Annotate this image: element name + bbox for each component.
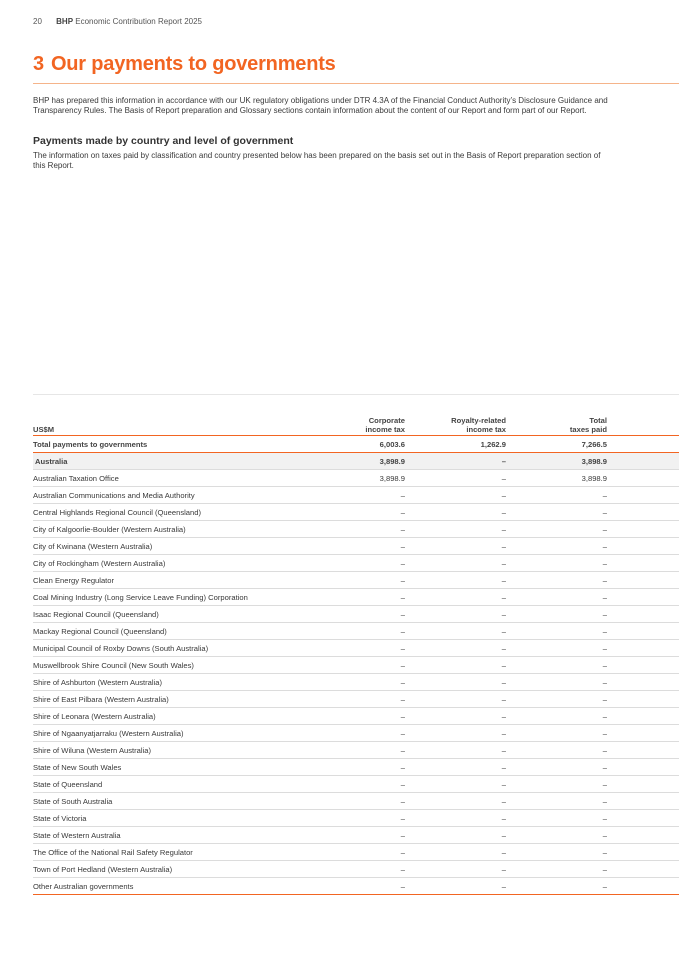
intro-paragraph: BHP has prepared this information in accordance with our UK regulatory obligations under DTR 4.3A of the Financial Conduct Authority’s Disclosure Guidance and Transparency Rules. The Basis of Report preparation and Glossary sections contain information about the content of our Report and form part of our Report. (33, 96, 608, 115)
cell-royalty: – (501, 524, 506, 534)
column-header-line: income tax (365, 425, 405, 434)
section-divider (33, 394, 679, 395)
cell-corporate: – (400, 711, 405, 721)
table-row (33, 691, 679, 708)
row-name: Australia (35, 456, 68, 466)
cell-corporate: – (400, 575, 405, 585)
cell-total: – (602, 575, 607, 585)
table-row (33, 504, 679, 521)
table-row (33, 759, 679, 776)
table-row (33, 810, 679, 827)
column-header-royalty (405, 416, 506, 435)
cell-total: – (602, 830, 607, 840)
cell-royalty: – (501, 558, 506, 568)
payments-table (33, 412, 679, 895)
cell-total: 3,898.9 (581, 473, 607, 483)
cell-royalty: – (501, 796, 506, 806)
section-number: 3 (33, 53, 44, 75)
cell-royalty: – (501, 507, 506, 517)
row-name: Town of Port Hedland (Western Australia) (33, 864, 173, 874)
cell-total: – (602, 813, 607, 823)
table-row (33, 589, 679, 606)
row-name: State of Queensland (33, 779, 103, 789)
cell-total: – (602, 643, 607, 653)
cell-total: – (602, 762, 607, 772)
column-header-line: income tax (466, 425, 506, 434)
cell-royalty: – (501, 575, 506, 585)
spacer-cell (607, 434, 679, 435)
cell-royalty: – (501, 694, 506, 704)
table-row (33, 640, 679, 657)
row-name: State of South Australia (33, 796, 113, 806)
row-name: Other Australian governments (33, 881, 134, 891)
cell-corporate: – (400, 728, 405, 738)
cell-corporate: – (400, 796, 405, 806)
table-row (33, 844, 679, 861)
cell-royalty: – (501, 473, 506, 483)
row-name: Central Highlands Regional Council (Queensland) (33, 507, 202, 517)
cell-royalty: – (501, 847, 506, 857)
cell-royalty: – (501, 643, 506, 653)
cell-royalty: – (501, 779, 506, 789)
table-header (33, 412, 679, 436)
column-header-line: Total (589, 416, 607, 425)
cell-royalty: – (501, 541, 506, 551)
cell-corporate: – (400, 830, 405, 840)
row-name: Shire of Wiluna (Western Australia) (33, 745, 152, 755)
row-name: City of Rockingham (Western Australia) (33, 558, 166, 568)
cell-royalty: – (501, 456, 506, 466)
cell-corporate: – (400, 745, 405, 755)
cell-total: – (602, 660, 607, 670)
cell-total: 3,898.9 (581, 456, 607, 466)
row-name: Isaac Regional Council (Queensland) (33, 609, 159, 619)
row-name: Clean Energy Regulator (33, 575, 115, 585)
page-number: 20 (33, 17, 42, 26)
table-row (33, 657, 679, 674)
table-row (33, 538, 679, 555)
cell-corporate: – (400, 592, 405, 602)
page-header (33, 17, 202, 26)
row-name: Australian Communications and Media Authority (33, 490, 195, 500)
row-name: City of Kwinana (Western Australia) (33, 541, 153, 551)
subheading-paragraph: The information on taxes paid by classification and country presented below has been prepared on the basis set out in the Basis of Report preparation section of this Report. (33, 151, 601, 170)
row-name: State of Victoria (33, 813, 87, 823)
column-header-line: Royalty-related (451, 416, 506, 425)
cell-total: – (602, 592, 607, 602)
column-header-line: Corporate (368, 416, 405, 425)
cell-total: – (602, 626, 607, 636)
cell-royalty: – (501, 881, 506, 891)
row-name: Mackay Regional Council (Queensland) (33, 626, 167, 636)
row-name: Shire of East Pilbara (Western Australia) (33, 694, 169, 704)
cell-total: – (602, 524, 607, 534)
cell-total: 7,266.5 (581, 439, 607, 449)
cell-total: – (602, 864, 607, 874)
row-name: Shire of Ashburton (Western Australia) (33, 677, 163, 687)
cell-corporate: 6,003.6 (379, 439, 405, 449)
row-name: Shire of Ngaanyatjarraku (Western Australia) (33, 728, 184, 738)
cell-total: – (602, 847, 607, 857)
cell-corporate: – (400, 524, 405, 534)
group-row-australia (33, 453, 679, 470)
cell-royalty: 1,262.9 (480, 439, 506, 449)
table-row (33, 572, 679, 589)
cell-total: – (602, 745, 607, 755)
total-row (33, 436, 679, 453)
table-row (33, 878, 679, 895)
table-row (33, 555, 679, 572)
row-name: Muswellbrook Shire Council (New South Wales) (33, 660, 194, 670)
cell-royalty: – (501, 626, 506, 636)
column-header-corporate (314, 416, 405, 435)
cell-corporate: – (400, 762, 405, 772)
cell-royalty: – (501, 711, 506, 721)
cell-royalty: – (501, 609, 506, 619)
cell-royalty: – (501, 490, 506, 500)
cell-corporate: – (400, 864, 405, 874)
cell-total: – (602, 490, 607, 500)
table-body (33, 470, 679, 895)
cell-corporate: – (400, 881, 405, 891)
table-row (33, 470, 679, 487)
unit-label: US$M (33, 425, 55, 434)
cell-corporate: – (400, 779, 405, 789)
cell-corporate: 3,898.9 (379, 473, 405, 483)
cell-corporate: – (400, 643, 405, 653)
cell-total: – (602, 881, 607, 891)
column-header-total (506, 416, 607, 435)
cell-corporate: – (400, 813, 405, 823)
cell-corporate: – (400, 558, 405, 568)
table-row (33, 827, 679, 844)
cell-corporate: – (400, 626, 405, 636)
table-row (33, 793, 679, 810)
column-header-line: taxes paid (569, 425, 607, 434)
section-title (33, 53, 336, 76)
brand-name: BHP (56, 17, 74, 26)
row-name: Coal Mining Industry (Long Service Leave Funding) Corporation (33, 592, 248, 602)
cell-total: – (602, 796, 607, 806)
table-row (33, 623, 679, 640)
title-divider (33, 83, 679, 84)
cell-royalty: – (501, 813, 506, 823)
cell-corporate: – (400, 541, 405, 551)
row-name: Municipal Council of Roxby Downs (South Australia) (33, 643, 209, 653)
cell-total: – (602, 694, 607, 704)
table-row (33, 521, 679, 538)
cell-corporate: – (400, 660, 405, 670)
cell-total: – (602, 677, 607, 687)
cell-royalty: – (501, 830, 506, 840)
cell-total: – (602, 728, 607, 738)
cell-total: – (602, 779, 607, 789)
cell-royalty: – (501, 745, 506, 755)
row-name: City of Kalgoorlie-Boulder (Western Australia) (33, 524, 186, 534)
cell-corporate: – (400, 609, 405, 619)
cell-royalty: – (501, 677, 506, 687)
cell-total: – (602, 541, 607, 551)
cell-corporate: – (400, 677, 405, 687)
subheading: Payments made by country and level of government (33, 135, 294, 147)
table-row (33, 725, 679, 742)
report-title: Economic Contribution Report 2025 (75, 17, 203, 26)
cell-corporate: 3,898.9 (379, 456, 405, 466)
table-row (33, 742, 679, 759)
row-name: State of New South Wales (33, 762, 122, 772)
cell-corporate: – (400, 507, 405, 517)
section-title-text: Our payments to governments (50, 53, 336, 75)
row-name: Shire of Leonara (Western Australia) (33, 711, 156, 721)
cell-corporate: – (400, 694, 405, 704)
cell-total: – (602, 609, 607, 619)
cell-royalty: – (501, 762, 506, 772)
row-name: State of Western Australia (33, 830, 121, 840)
row-name: Australian Taxation Office (33, 473, 119, 483)
cell-royalty: – (501, 660, 506, 670)
cell-total: – (602, 558, 607, 568)
cell-royalty: – (501, 592, 506, 602)
table-row (33, 606, 679, 623)
table-row (33, 861, 679, 878)
cell-royalty: – (501, 728, 506, 738)
cell-royalty: – (501, 864, 506, 874)
table-row (33, 708, 679, 725)
row-name: The Office of the National Rail Safety Regulator (33, 847, 193, 857)
cell-corporate: – (400, 490, 405, 500)
table-row (33, 776, 679, 793)
cell-total: – (602, 507, 607, 517)
table-row (33, 487, 679, 504)
table-row (33, 674, 679, 691)
row-name: Total payments to governments (33, 439, 148, 449)
cell-total: – (602, 711, 607, 721)
cell-corporate: – (400, 847, 405, 857)
